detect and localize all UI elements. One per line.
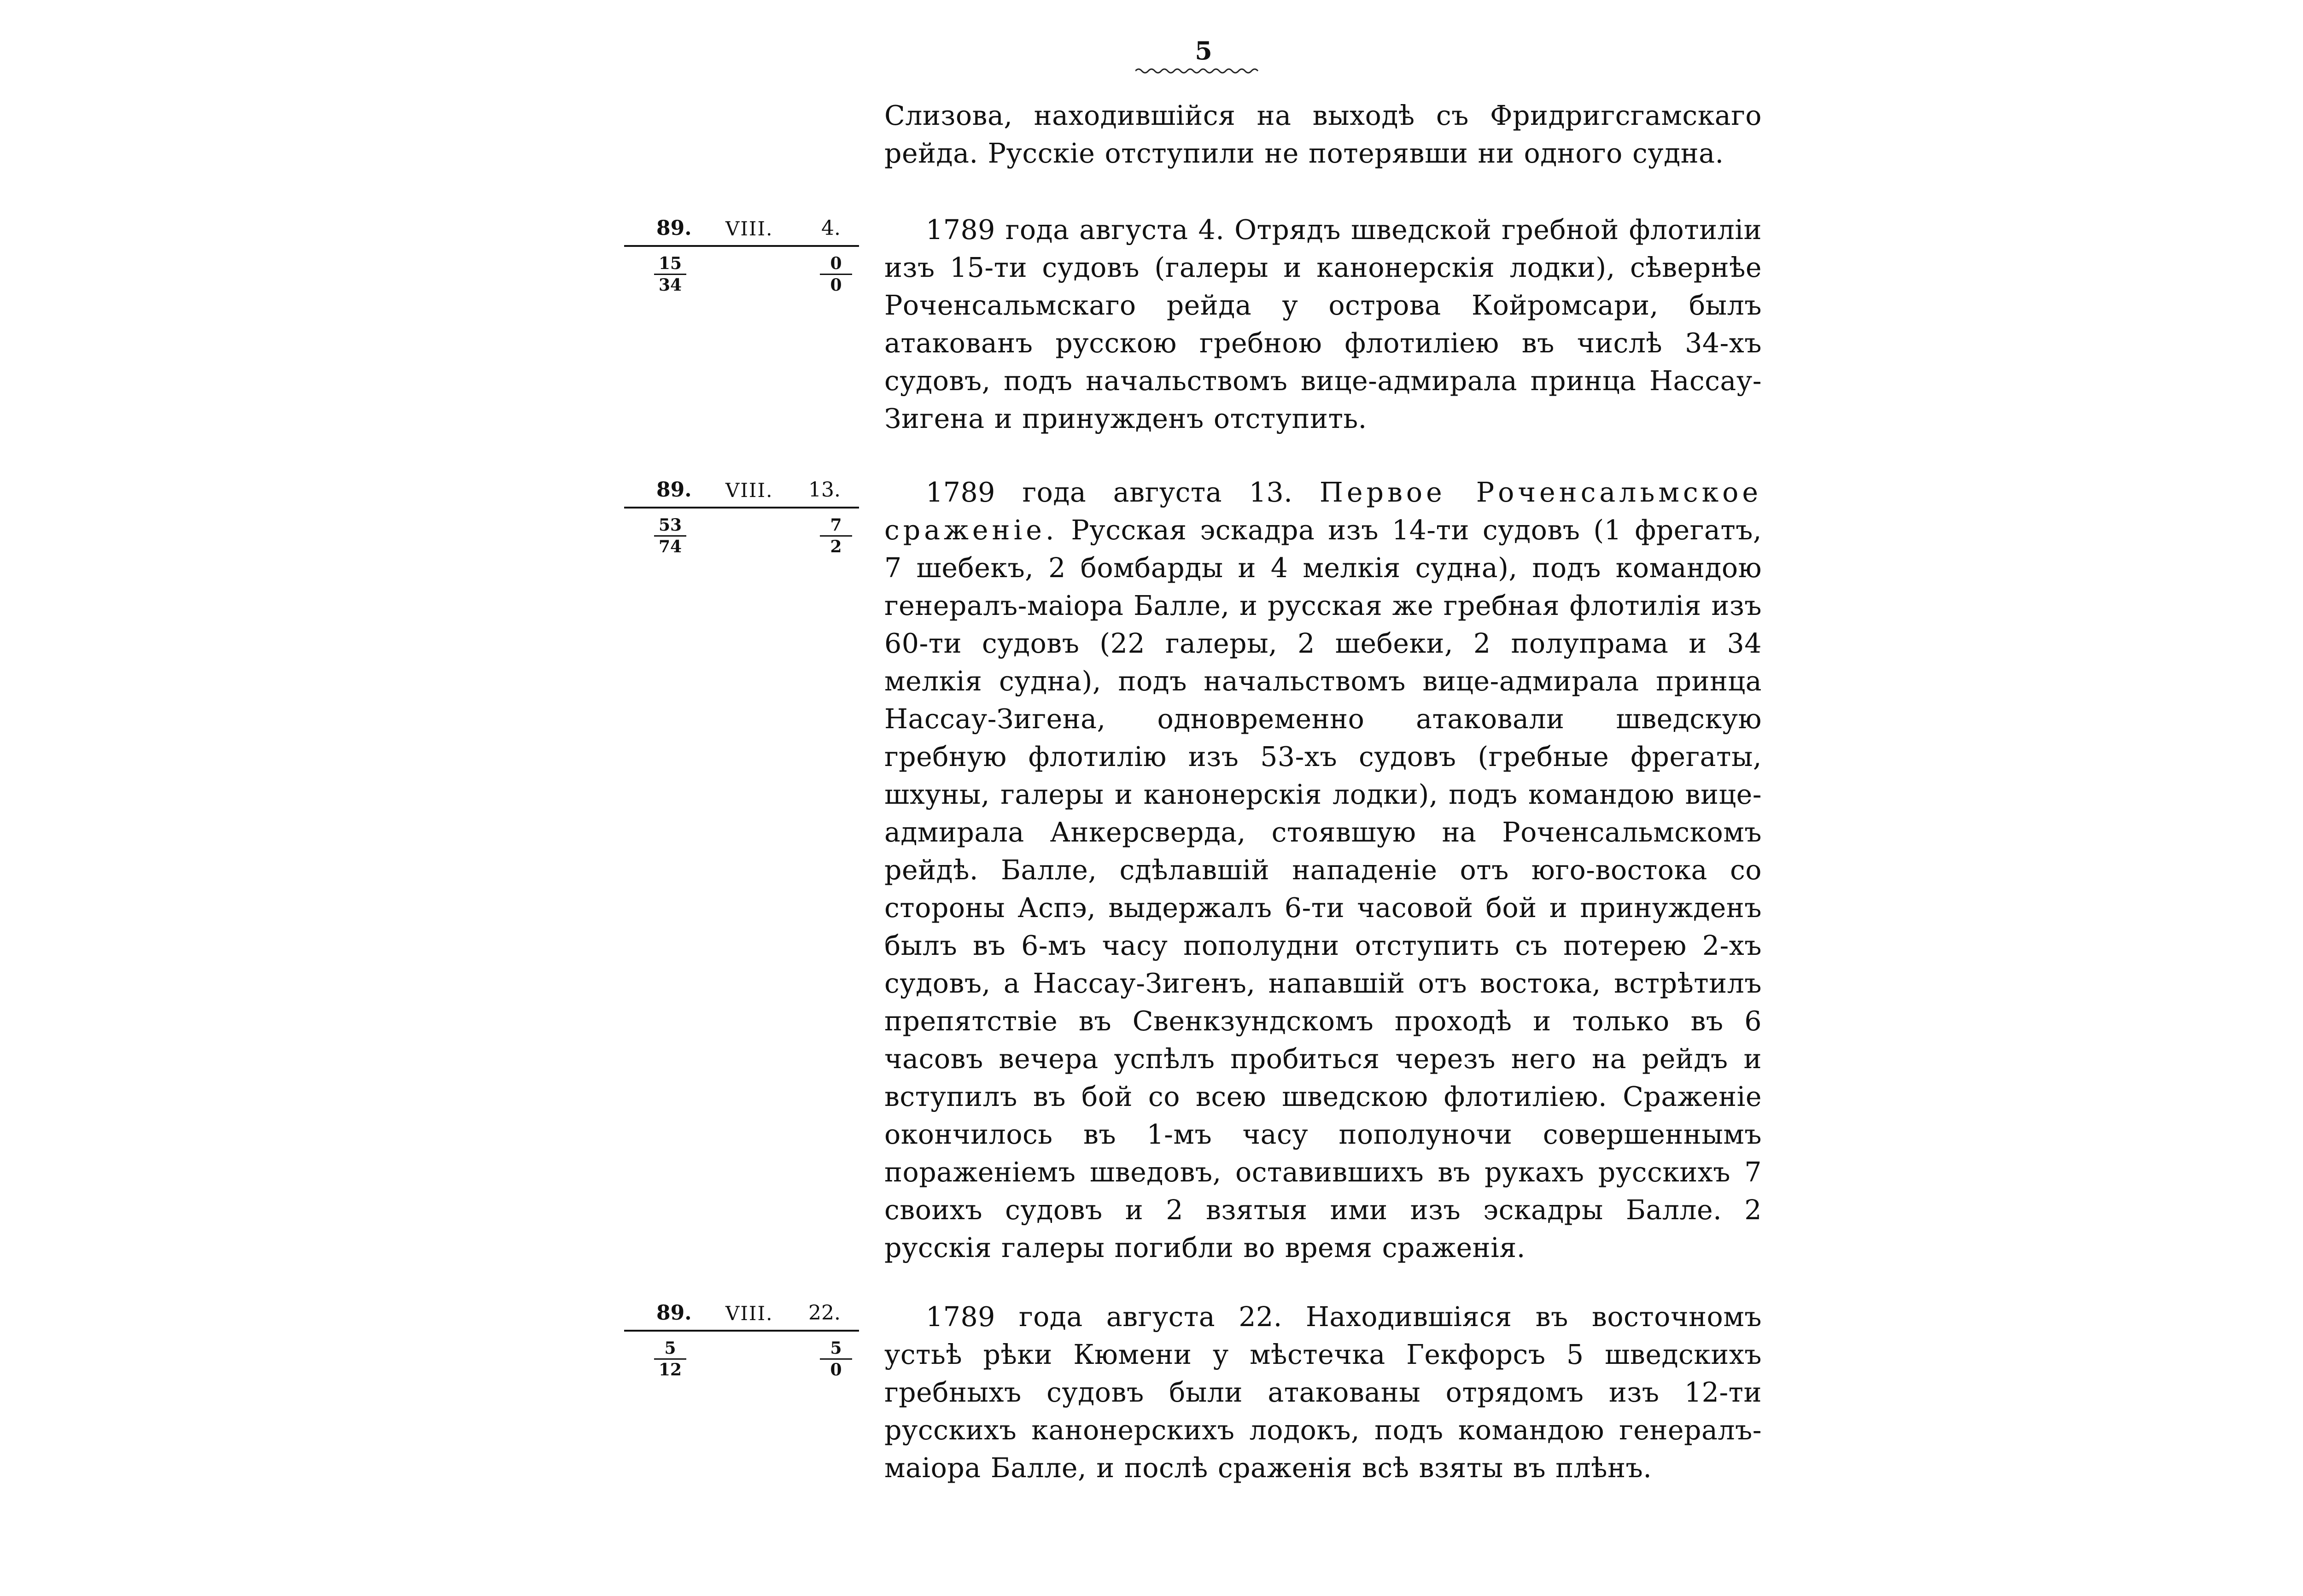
entry-1-paragraph [884,211,1762,438]
entry-1-text: 1789 года августа 4. Отрядъ шведской гребной флотиліи изъ 15-ти судовъ (галеры и канонерскія лодки), сѣвернѣе Роченсальмскаго рейда у острова Койромсари, былъ атакованъ русскою гребною флотиліею въ числѣ 34-хъ судовъ, подъ начальствомъ вице-адмирала принца Нассау-Зигена и принужденъ отступить. [884,214,1762,434]
entry-2-swedish-top: 53 [654,515,686,537]
entry-2-date-rule [624,507,859,509]
entry-2-year: 89. [656,478,692,502]
entry-2-paragraph [884,474,1762,1267]
entry-1-russian-fraction [820,253,852,295]
entry-3-date [620,1301,859,1328]
entry-1-swedish-fraction [654,253,686,295]
entry-3-swedish-top: 5 [654,1338,686,1360]
entry-2-russian-fraction [820,515,852,557]
entry-3-text: 1789 года августа 22. Находившіяся въ восточномъ устьѣ рѣки Кюмени у мѣстечка Гекфорсъ 5 шведскихъ гребныхъ судовъ были атакованы отрядомъ изъ 12-ти русскихъ канонерскихъ лодокъ, подъ командою генералъ-маіора Балле, и послѣ сраженія всѣ взяты въ плѣнъ. [884,1301,1762,1484]
entry-1-date-rule [624,245,859,247]
entry-2-margin-note [620,478,859,556]
continuation-text: Слизова, находившійся на выходѣ съ Фридригсгамскаго рейда. Русскіе отступили не потерявши ни одного судна. [884,100,1762,169]
page-number: 5 [1195,36,1212,65]
entry-2-day: 13. [808,478,841,502]
entry-1-year: 89. [656,216,692,240]
entry-1-swedish-bottom: 34 [658,275,682,295]
entry-1-day: 4. [821,216,841,240]
entry-2-swedish-fraction [654,515,686,557]
entry-3-month: VIII. [725,1302,773,1325]
entry-1-date [620,216,859,243]
entry-3-russian-bottom: 0 [830,1360,842,1380]
entry-1-russian-top: 0 [820,253,852,275]
entry-1-swedish-top: 15 [654,253,686,275]
entry-2-swedish-bottom: 74 [658,537,682,556]
entry-3-date-rule [624,1330,859,1332]
entry-3-russian-top: 5 [820,1338,852,1360]
entry-3-russian-fraction [820,1338,852,1380]
entry-2-text: Русская эскадра изъ 14-ти судовъ (1 фрегатъ, 7 шебекъ, 2 бомбарды и 4 мелкія судна), подъ командою генералъ-маіора Балле, и русская же гребная флотилія изъ 60-ти судовъ (22 галеры, 2 шебеки, 2 полупрама и 34 мелкія судна), подъ начальствомъ вице-адмирала принца Нассау-Зигена, одновременно атаковали шведскую гребную флотилію изъ 53-хъ судовъ (гребные фрегаты, шхуны, галеры и канонерскія лодки), подъ командою вице-адмирала Анкерсверда, стоявшую на Роченсальмскомъ рейдѣ. Балле, сдѣлавшій нападеніе отъ юго-востока со стороны Аспэ, выдержалъ 6-ти часовой бой и принужденъ былъ въ 6-мъ часу пополудни отступить съ потерею 2-хъ судовъ, а Нассау-Зигенъ, напавшій отъ востока, встрѣтилъ препятствіе въ Свенкзундскомъ проходѣ и только въ 6 часовъ вечера успѣлъ пробиться черезъ него на рейдъ и вступилъ въ бой со всею шведскою флотиліею. Сраженіе окончилось въ 1-мъ часу пополуночи совершеннымъ пораженіемъ шведовъ, оставившихъ въ рукахъ русскихъ 7 своихъ судовъ и 2 взятыя ими изъ эскадры Балле. 2 русскія галеры погибли во время сраженія. [884,514,1762,1263]
entry-2-text-block [884,474,1762,1267]
entry-1-margin-note [620,216,859,295]
entry-2-russian-bottom: 2 [830,537,842,556]
entry-1-russian-bottom: 0 [830,275,842,295]
entry-2-date [620,478,859,505]
entry-2-russian-top: 7 [820,515,852,537]
entry-3-paragraph [884,1298,1762,1487]
entry-3-swedish-bottom: 12 [658,1360,682,1380]
entry-3-swedish-fraction [654,1338,686,1380]
page-number-ornament [1135,66,1260,76]
continuation-paragraph [884,97,1762,172]
entry-2-text-lead: 1789 года августа 13. [926,477,1320,508]
entry-2-heading: Первое Роченсальмское сраженіе. [884,477,1762,546]
entry-1-month: VIII. [725,217,773,240]
entry-3-margin-note [620,1301,859,1380]
entry-3-year: 89. [656,1301,692,1325]
entry-3-day: 22. [808,1301,841,1325]
entry-2-month: VIII. [725,479,773,502]
